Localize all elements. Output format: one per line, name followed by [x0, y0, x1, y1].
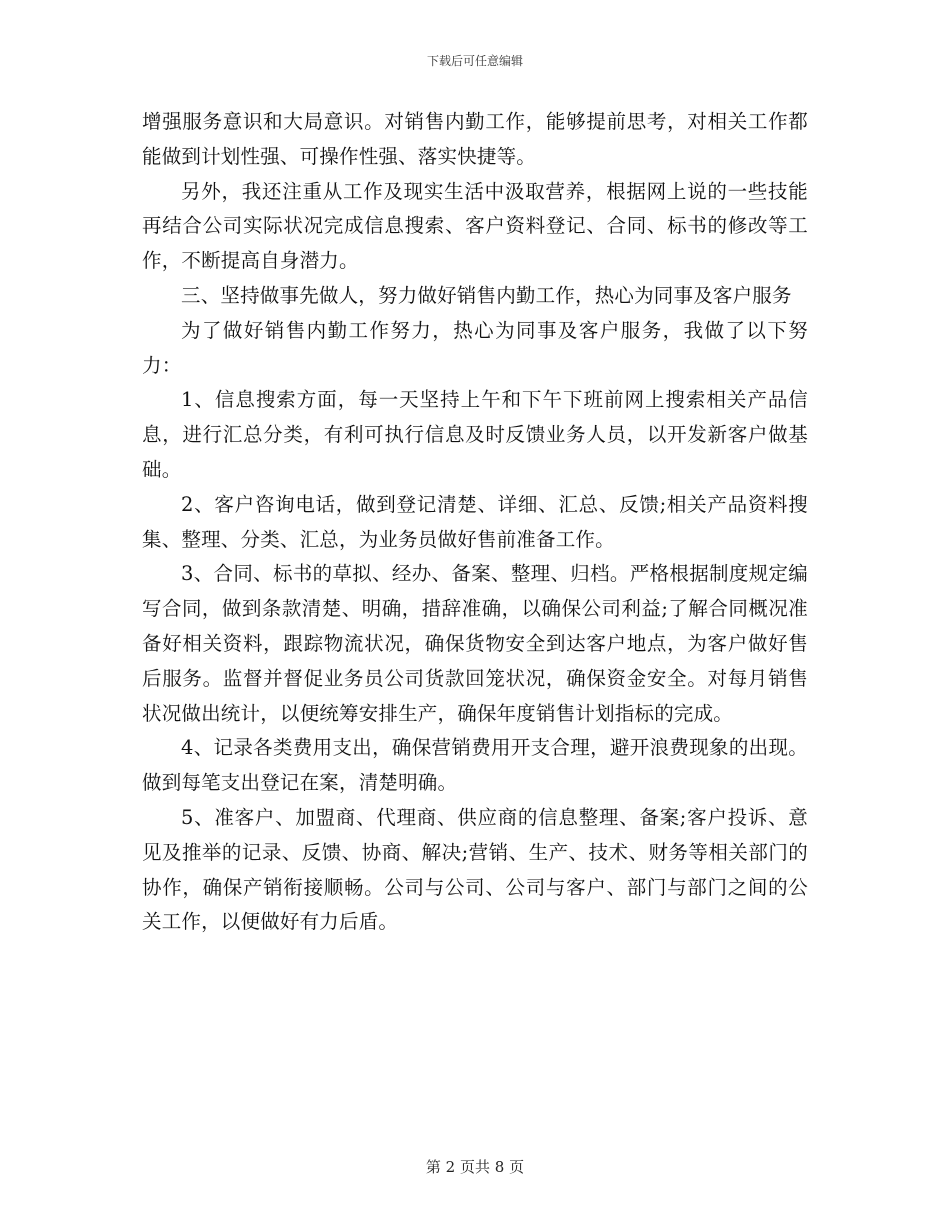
page-header: 下载后可任意编辑	[426, 54, 523, 68]
list-item: 2、客户咨询电话，做到登记清楚、详细、汇总、反馈;相关产品资料搜集、整理、分类、汇总，为业务员做好售前准备工作。	[142, 492, 808, 551]
list-item: 5、准客户、加盟商、代理商、供应商的信息整理、备案;客户投诉、意见及推举的记录、反馈、协商、解决;营销、生产、技术、财务等相关部门的协作，确保产销衔接顺畅。公司与公司、公司与客户、部门与部门之间的公关工作，以便做好有力后盾。	[142, 805, 808, 934]
list-item: 1、信息搜索方面，每一天坚持上午和下午下班前网上搜索相关产品信息，进行汇总分类，有利可执行信息及时反馈业务人员，以开发新客户做基础。	[142, 388, 808, 481]
section-heading: 三、坚持做事先做人，努力做好销售内勤工作，热心为同事及客户服务	[181, 283, 792, 307]
document-body	[142, 105, 808, 940]
page-number: 第 2 页共 8 页	[425, 1158, 525, 1176]
paragraph: 增强服务意识和大局意识。对销售内勤工作，能够提前思考，对相关工作都能做到计划性强、可操作性强、落实快捷等。	[142, 110, 808, 168]
list-item: 3、合同、标书的草拟、经办、备案、整理、归档。严格根据制度规定编写合同，做到条款清楚、明确，措辞准确，以确保公司利益;了解合同概况准备好相关资料，跟踪物流状况，确保货物安全到达客户地点，为客户做好售后服务。监督并督促业务员公司货款回笼状况，确保资金安全。对每月销售状况做出统计，以便统筹安排生产，确保年度销售计划指标的完成。	[142, 562, 808, 725]
list-item: 4、记录各类费用支出，确保营销费用开支合理，避开浪费现象的出现。做到每笔支出登记在案，清楚明确。	[142, 736, 808, 795]
paragraph: 为了做好销售内勤工作努力，热心为同事及客户服务，我做了以下努力：	[142, 318, 808, 377]
paragraph: 另外，我还注重从工作及现实生活中汲取营养，根据网上说的一些技能再结合公司实际状况完成信息搜索、客户资料登记、合同、标书的修改等工作，不断提高自身潜力。	[142, 179, 808, 273]
